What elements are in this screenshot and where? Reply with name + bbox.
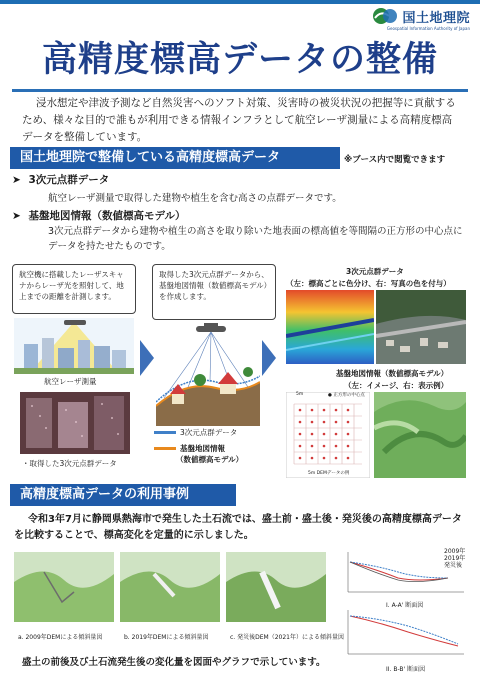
slope-map-2019 — [120, 552, 220, 622]
pc-subtitle: （左：標高ごとに色分け、右：写真の色を付与） — [286, 279, 451, 288]
caption-post: c. 発災後DEM（2021年）による傾斜量図 — [230, 634, 344, 641]
point-cloud-elevation-image — [286, 290, 374, 364]
graph-caption-a: I. A-A' 断面図 — [386, 602, 424, 609]
logo-subtitle: Geospatial Information Authority of Japan — [386, 26, 470, 31]
chevron-right-icon: ➤ — [12, 174, 21, 186]
legend-points: 3次元点群データ — [180, 428, 238, 437]
case-text: 令和3年7月に静岡県熱海市で発生した土石流では、盛土前・盛土後・発災後の高精度標高データを比較することで、標高変化を定量的に示しました。 — [14, 514, 462, 541]
arrow-right-icon — [140, 340, 154, 376]
gsi-logo — [372, 6, 470, 26]
legend-line-points — [154, 431, 176, 434]
label-points: ・取得した3次元点群データ — [22, 459, 117, 468]
grid-top-label: 5m — [296, 392, 304, 397]
caption-2019: b. 2019年DEMによる傾斜量図 — [124, 634, 209, 641]
dem-grid-illustration — [286, 392, 370, 478]
grid-bottom-label: 5m DEMデータの例 — [308, 471, 350, 476]
point-cloud-photo — [20, 392, 130, 454]
footer-note: 盛土の前後及び土石流発生後の変化量を図面やグラフで示しています。 — [22, 657, 326, 668]
bullet-desc: 3次元点群データから建物や植生の高さを取り除いた地表面の標高値を等間隔の正方形の中心点にデータを持たせたものです。 — [48, 226, 463, 252]
graph-legend-2009: 2009年 — [444, 548, 466, 555]
arrow-right-icon — [262, 340, 276, 376]
callout-create-dem: 取得した3次元点群データから、基盤地図情報（数値標高モデル）を作成します。 — [152, 264, 276, 320]
intro-text: 浸水想定や津波予測など自然災害へのソフト対策、災害時の被災状況の把握等に貢献するため、様々な目的で誰もが利用できる情報インフラとして航空レーザ測量による高精度標高データを整備しています。 — [22, 97, 456, 143]
graph-legend-post: 発災後 — [444, 562, 463, 569]
bullet-dem — [12, 208, 185, 223]
callout-laser: 航空機に搭載したレーザスキャナからレーザ光を照射して、地上までの距離を計測します。 — [12, 264, 136, 314]
section2-header: 高精度標高データの利用事例 — [10, 484, 236, 506]
title-underline — [12, 89, 468, 92]
dem-terrain-image — [374, 392, 466, 478]
gsi-logo-icon — [372, 7, 398, 25]
caption-2009: a. 2009年DEMによる傾斜量図 — [18, 634, 103, 641]
dem-title: 基盤地図情報（数値標高モデル） — [336, 369, 449, 378]
bullet-title: 基盤地図情報（数値標高モデル） — [28, 210, 186, 222]
logo-text: 国土地理院 — [402, 10, 470, 26]
graph-legend-2019: 2019年 — [444, 555, 466, 562]
graph-caption-b: II. B-B' 断面図 — [386, 666, 426, 673]
grid-center-label: ● 正方形の中心点 — [328, 393, 365, 398]
aerial-survey-illustration — [14, 318, 134, 374]
top-stripe — [0, 0, 480, 4]
pc-title: 3次元点群データ — [346, 267, 404, 276]
bullet-title: 3次元点群データ — [28, 174, 110, 186]
bullet-desc: 航空レーザ測量で取得した建物や植生を含む高さの点群データです。 — [48, 193, 342, 204]
chevron-right-icon: ➤ — [12, 210, 21, 222]
legend-line-dem — [154, 447, 176, 450]
section1-header: 国土地理院で整備している高精度標高データ — [10, 147, 340, 169]
legend-dem: 基盤地図情報 — [180, 444, 225, 453]
slope-map-post-disaster — [226, 552, 326, 622]
aircraft-scan-illustration — [156, 322, 260, 426]
page-title: 高精度標高データの整備 — [41, 40, 438, 80]
dem-subtitle: （左：イメージ、右：表示例） — [344, 381, 449, 390]
label-survey: 航空レーザ測量 — [44, 377, 97, 386]
point-cloud-photo-color-image — [376, 290, 466, 364]
legend-dem-sub: （数値標高モデル） — [176, 455, 244, 464]
cross-section-graph-b — [338, 606, 468, 660]
slope-map-2009 — [14, 552, 114, 622]
booth-note: ※ブース内で閲覧できます — [344, 155, 446, 165]
bullet-point-cloud — [12, 172, 109, 187]
